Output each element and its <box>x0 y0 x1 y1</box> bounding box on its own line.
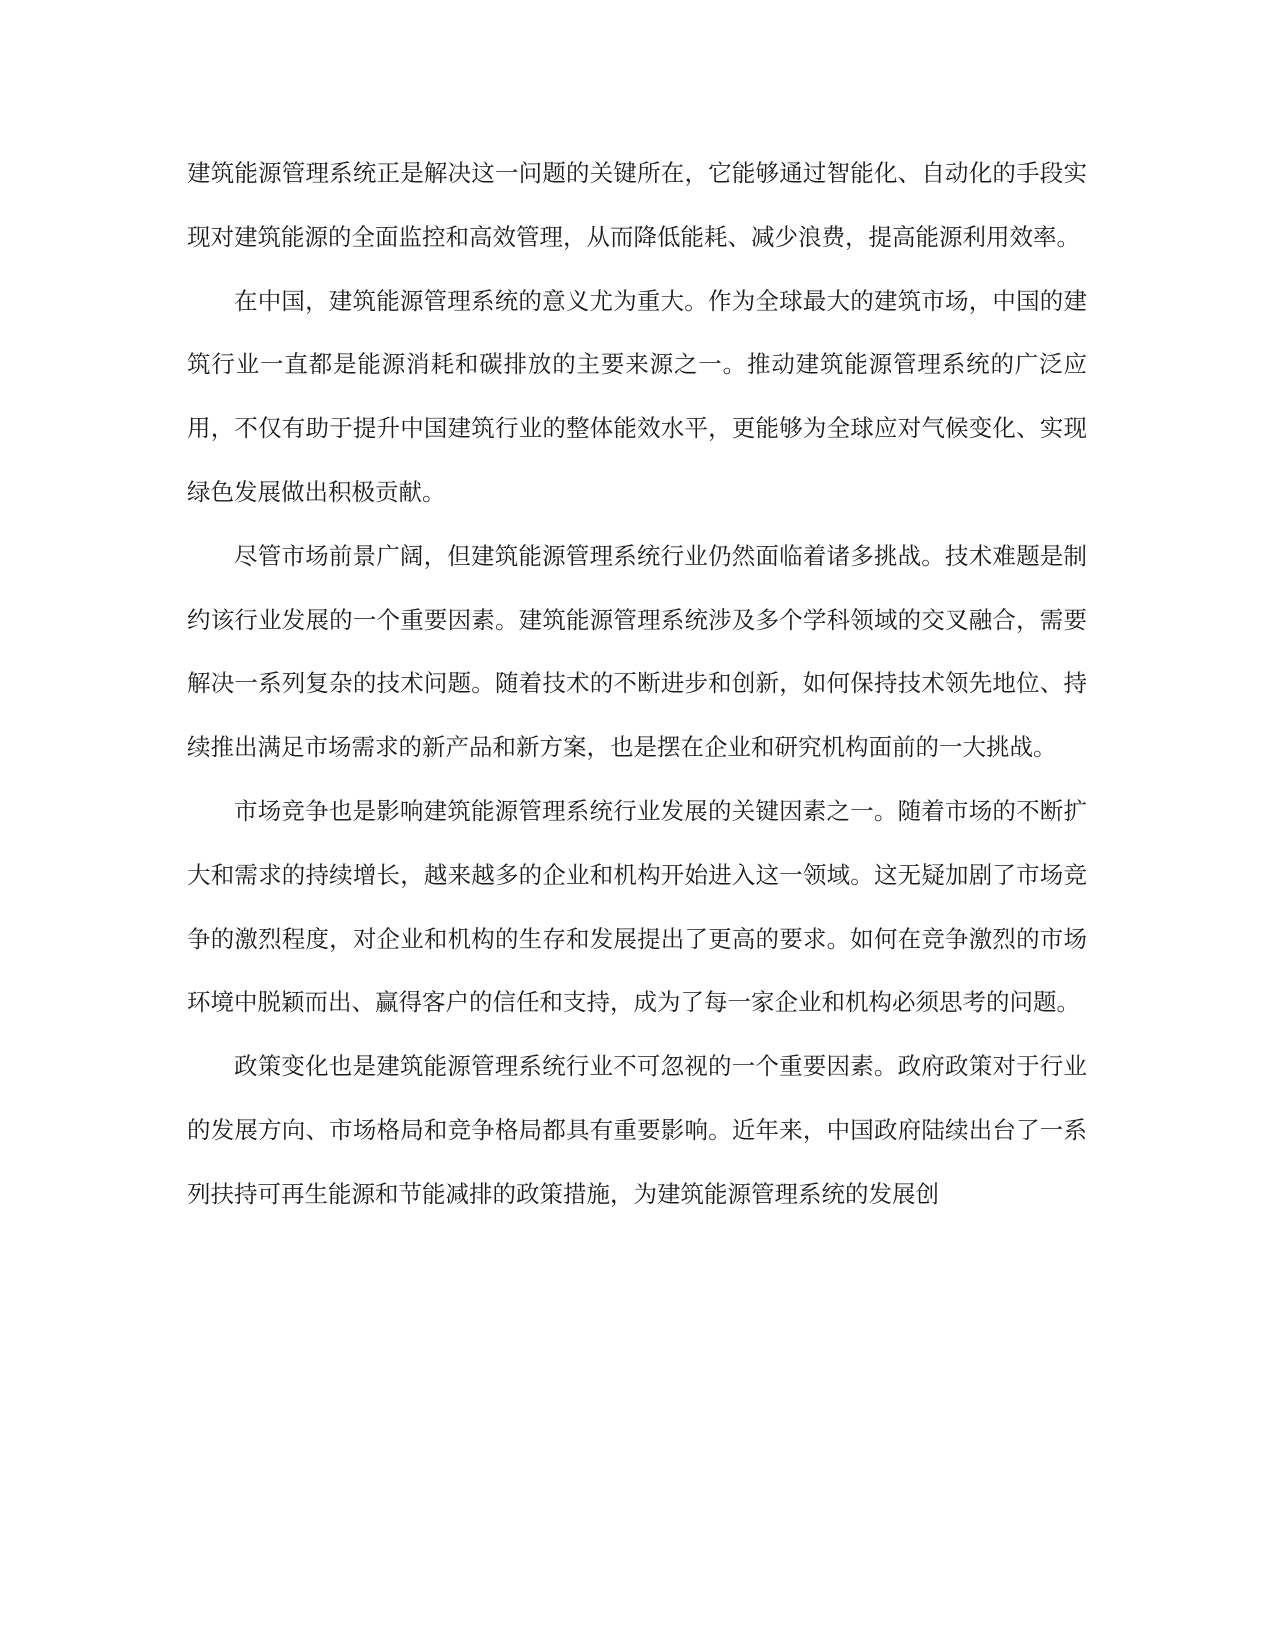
paragraph-technical-challenges: 尽管市场前景广阔，但建筑能源管理系统行业仍然面临着诸多挑战。技术难题是制约该行业发展的一个重要因素。建筑能源管理系统涉及多个学科领域的交叉融合，需要解决一系列复杂的技术问题。随着技术的不断进步和创新，如何保持技术领先地位、持续推出满足市场需求的新产品和新方案，也是摆在企业和研究机构面前的一大挑战。 <box>187 541 1087 762</box>
paragraph-continuation: 建筑能源管理系统正是解决这一问题的关键所在，它能够通过智能化、自动化的手段实现对建筑能源的全面监控和高效管理，从而降低能耗、减少浪费，提高能源利用效率。 <box>187 159 1087 251</box>
document-body <box>187 142 1087 1227</box>
paragraph-market-competition: 市场竞争也是影响建筑能源管理系统行业发展的关键因素之一。随着市场的不断扩大和需求的持续增长，越来越多的企业和机构开始进入这一领域。这无疑加剧了市场竞争的激烈程度，对企业和机构的生存和发展提出了更高的要求。如何在竞争激烈的市场环境中脱颖而出、赢得客户的信任和支持，成为了每一家企业和机构必须思考的问题。 <box>187 796 1087 1017</box>
paragraph-china-significance: 在中国，建筑能源管理系统的意义尤为重大。作为全球最大的建筑市场，中国的建筑行业一直都是能源消耗和碳排放的主要来源之一。推动建筑能源管理系统的广泛应用，不仅有助于提升中国建筑行业的整体能效水平，更能够为全球应对气候变化、实现绿色发展做出积极贡献。 <box>187 286 1087 506</box>
paragraph-policy-changes: 政策变化也是建筑能源管理系统行业不可忽视的一个重要因素。政府政策对于行业的发展方向、市场格局和竞争格局都具有重要影响。近年来，中国政府陆续出台了一系列扶持可再生能源和节能减排的政策措施，为建筑能源管理系统的发展创 <box>187 1052 1087 1208</box>
